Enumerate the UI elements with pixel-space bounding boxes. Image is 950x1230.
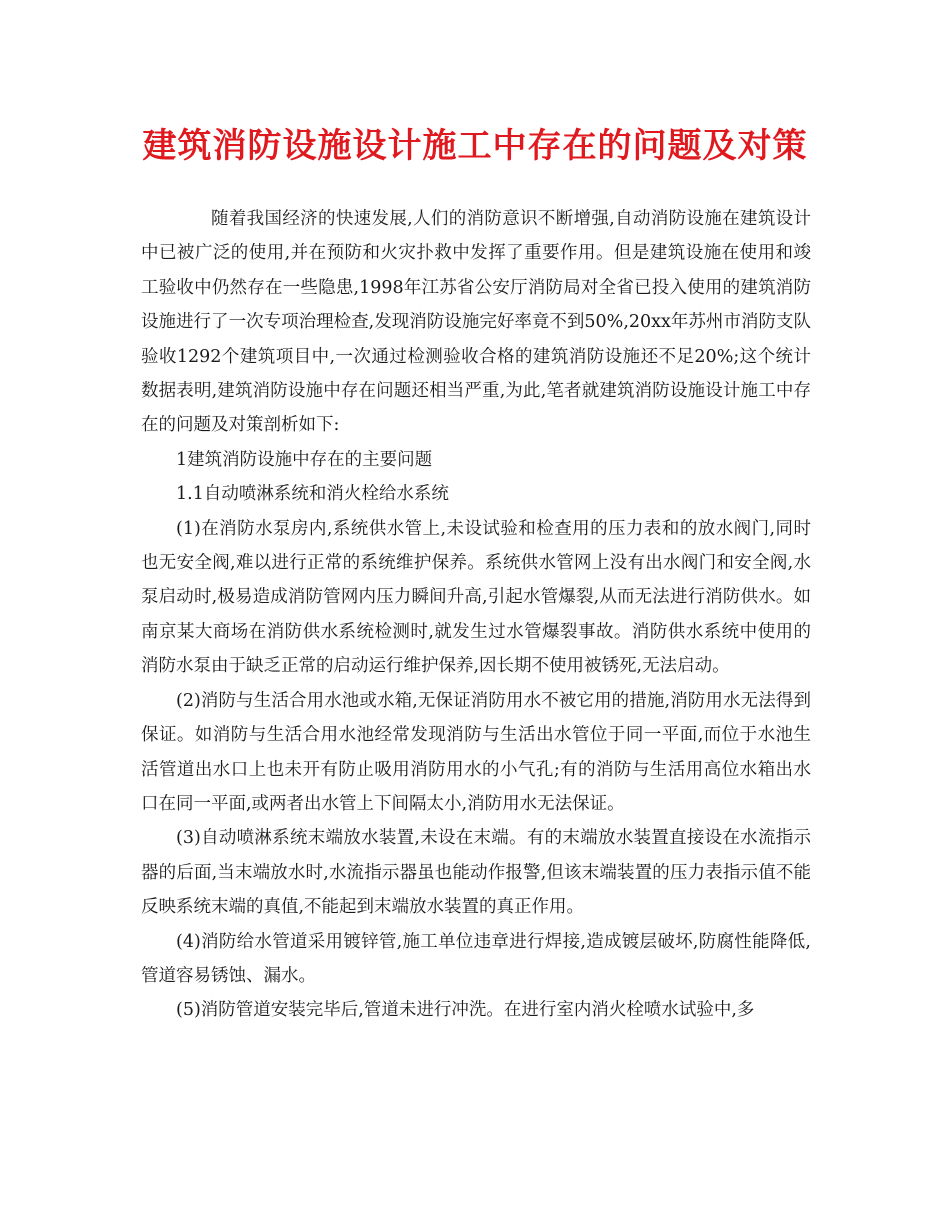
paragraph-intro: 随着我国经济的快速发展,人们的消防意识不断增强,自动消防设施在建筑设计中已被广泛的使用,并在预防和火灾扑救中发挥了重要作用。但是建筑设施在使用和竣工验收中仍然存在一些隐患,1998年江苏省公安厅消防局对全省已投入使用的建筑消防设施进行了一次专项治理检查,发现消防设施完好率竟不到50%,20xx年苏州市消防支队验收1292个建筑项目中,一次通过检测验收合格的建筑消防设施还不足20%;这个统计数据表明,建筑消防设施中存在问题还相当严重,为此,笔者就建筑消防设施设计施工中存在的问题及对策剖析如下: xyxy=(141,209,811,436)
document-body xyxy=(141,202,811,1028)
paragraph-item-2: (2)消防与生活合用水池或水箱,无保证消防用水不被它用的措施,消防用水无法得到保证。如消防与生活合用水池经常发现消防与生活出水管位于同一平面,而位于水池生活管道出水口上也未开有防止吸用消防用水的小气孔;有的消防与生活用高位水箱出水口在同一平面,或两者出水管上下间隔太小,消防用水无法保证。 xyxy=(141,690,811,814)
section-heading: 1建筑消防设施中存在的主要问题 xyxy=(176,449,433,470)
document-title: 建筑消防设施设计施工中存在的问题及对策 xyxy=(142,126,808,166)
paragraph-item-4: (4)消防给水管道采用镀锌管,施工单位违章进行焊接,造成镀层破坏,防腐性能降低,管道容易锈蚀、漏水。 xyxy=(141,931,811,986)
paragraph-item-3: (3)自动喷淋系统末端放水装置,未设在末端。有的末端放水装置直接设在水流指示器的后面,当末端放水时,水流指示器虽也能动作报警,但该末端装置的压力表指示值不能反映系统末端的真值,不能起到末端放水装置的真正作用。 xyxy=(141,828,811,918)
subsection-heading: 1.1自动喷淋系统和消火栓给水系统 xyxy=(176,484,449,505)
paragraph-item-1: (1)在消防水泵房内,系统供水管上,未设试验和检查用的压力表和的放水阀门,同时也无安全阀,难以进行正常的系统维护保养。系统供水管网上没有出水阀门和安全阀,水泵启动时,极易造成消防管网内压力瞬间升高,引起水管爆裂,从而无法进行消防供水。如南京某大商场在消防供水系统检测时,就发生过水管爆裂事故。消防供水系统中使用的消防水泵由于缺乏正常的启动运行维护保养,因长期不使用被锈死,无法启动。 xyxy=(141,518,811,677)
paragraph-item-5: (5)消防管道安装完毕后,管道未进行冲洗。在进行室内消火栓喷水试验中,多 xyxy=(176,1000,755,1021)
